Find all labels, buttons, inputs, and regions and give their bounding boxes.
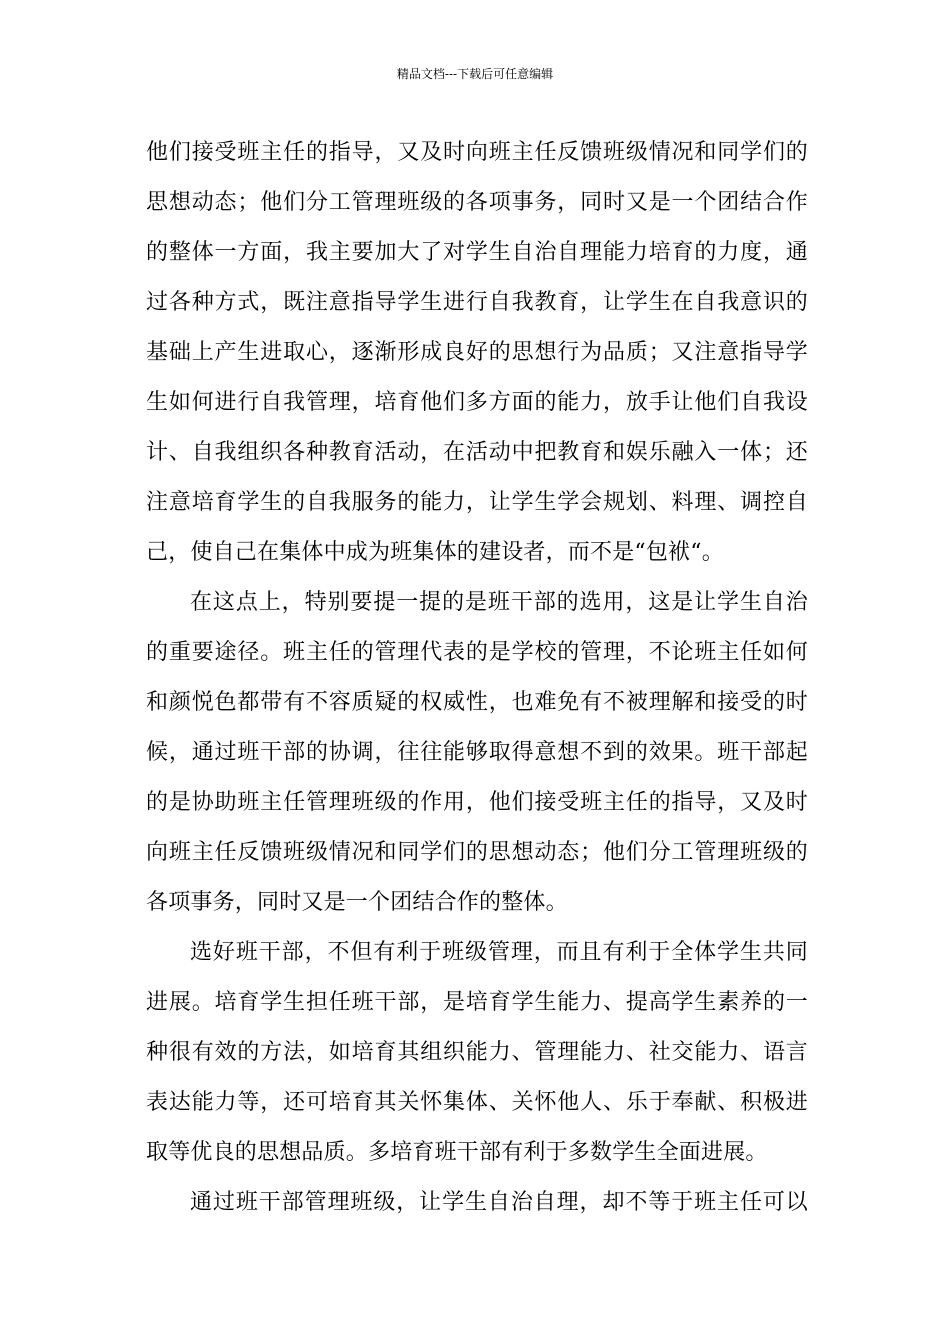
text-line: 过各种方式，既注意指导学生进行自我教育，让学生在自我意识的 [146,290,808,315]
page-header: 精品文档---下载后可任意编辑 [396,67,554,81]
paragraph-3 [146,928,808,1178]
text-line: 进展。培育学生担任班干部，是培育学生能力、提高学生素养的一 [146,990,808,1015]
text-line: 的是协助班主任管理班级的作用，他们接受班主任的指导，又及时 [146,790,808,815]
text-line: 取等优良的思想品质。多培育班干部有利于多数学生全面进展。 [146,1140,768,1165]
text-line: 和颜悦色都带有不容质疑的权威性，也难免有不被理解和接受的时 [146,690,808,715]
document-body [146,128,808,1228]
text-line: 计、自我组织各种教育活动，在活动中把教育和娱乐融入一体；还 [146,440,808,465]
text-line: 各项事务，同时又是一个团结合作的整体。 [146,890,568,915]
text-line: 的重要途径。班主任的管理代表的是学校的管理，不论班主任如何 [146,640,808,665]
text-line: 思想动态；他们分工管理班级的各项事务，同时又是一个团结合作 [146,190,808,215]
text-line: 选好班干部，不但有利于班级管理，而且有利于全体学生共同 [190,940,808,965]
text-line: 种很有效的方法，如培育其组织能力、管理能力、社交能力、语言 [146,1040,808,1065]
text-line: 的整体一方面，我主要加大了对学生自治自理能力培育的力度，通 [146,240,808,265]
text-line: 表达能力等，还可培育其关怀集体、关怀他人、乐于奉献、积极进 [146,1090,808,1115]
paragraph-4 [146,1178,808,1228]
text-line: 向班主任反馈班级情况和同学们的思想动态；他们分工管理班级的 [146,840,808,865]
text-line: 生如何进行自我管理，培育他们多方面的能力，放手让他们自我设 [146,390,808,415]
text-line: 己，使自己在集体中成为班集体的建设者，而不是“包袱“。 [146,540,724,565]
paragraph-1 [146,128,808,578]
text-line: 基础上产生进取心，逐渐形成良好的思想行为品质；又注意指导学 [146,340,808,365]
text-line: 在这点上，特别要提一提的是班干部的选用，这是让学生自治 [190,590,808,615]
text-line: 注意培育学生的自我服务的能力，让学生学会规划、料理、调控自 [146,490,808,515]
paragraph-2 [146,578,808,928]
text-line: 他们接受班主任的指导，又及时向班主任反馈班级情况和同学们的 [146,140,808,165]
text-line: 通过班干部管理班级，让学生自治自理，却不等于班主任可以 [190,1190,808,1215]
text-line: 候，通过班干部的协调，往往能够取得意想不到的效果。班干部起 [146,740,808,765]
